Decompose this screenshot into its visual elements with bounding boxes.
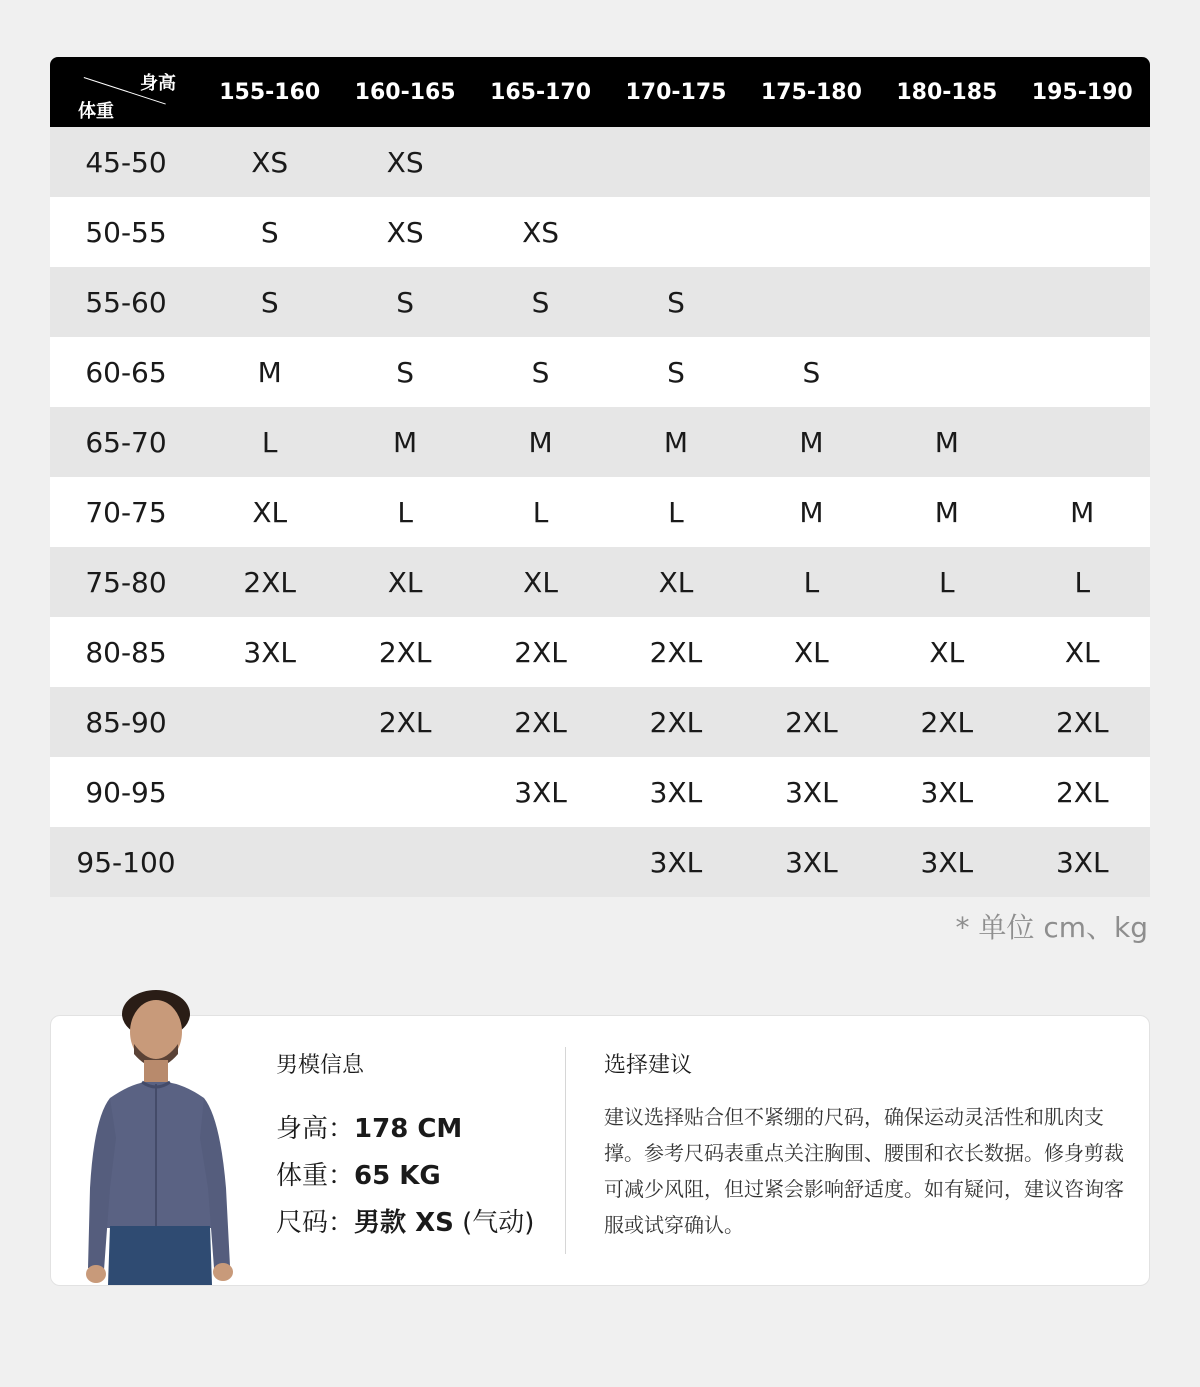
model-weight-value: 65 KG	[354, 1161, 441, 1191]
size-cell: 2XL	[337, 617, 472, 687]
weight-axis-label: 体重	[78, 101, 114, 122]
weight-range-cell: 80-85	[50, 617, 202, 687]
weight-range-cell: 65-70	[50, 407, 202, 477]
height-header: 180-185	[879, 57, 1014, 127]
size-cell	[608, 197, 743, 267]
size-cell: 2XL	[608, 617, 743, 687]
size-cell	[1015, 127, 1150, 197]
size-cell	[337, 757, 472, 827]
weight-range-cell: 75-80	[50, 547, 202, 617]
size-cell: L	[744, 547, 879, 617]
unit-note: * 单位 cm、kg	[955, 911, 1148, 944]
size-cell: S	[202, 197, 337, 267]
size-cell: S	[608, 337, 743, 407]
table-body	[50, 127, 1150, 897]
model-size-note: (气动)	[453, 1208, 535, 1238]
size-cell: S	[337, 267, 472, 337]
size-cell: S	[337, 337, 472, 407]
size-cell	[744, 127, 879, 197]
size-cell: 2XL	[744, 687, 879, 757]
height-header: 160-165	[337, 57, 472, 127]
size-cell: 2XL	[473, 617, 608, 687]
model-info-title: 男模信息	[276, 1053, 365, 1078]
size-cell: M	[1015, 477, 1150, 547]
size-cell: S	[473, 267, 608, 337]
size-cell: L	[608, 477, 743, 547]
size-cell: 3XL	[608, 827, 743, 897]
size-cell: 3XL	[744, 827, 879, 897]
size-cell: XS	[202, 127, 337, 197]
weight-range-cell: 95-100	[50, 827, 202, 897]
size-cell: S	[473, 337, 608, 407]
height-header: 155-160	[202, 57, 337, 127]
size-cell: 3XL	[608, 757, 743, 827]
size-cell	[879, 267, 1014, 337]
size-cell: XS	[337, 127, 472, 197]
size-cell: 2XL	[1015, 687, 1150, 757]
advice-title: 选择建议	[604, 1053, 693, 1078]
table-row	[50, 687, 1150, 757]
size-cell	[337, 827, 472, 897]
size-cell: XL	[608, 547, 743, 617]
size-cell: XS	[337, 197, 472, 267]
size-cell: M	[202, 337, 337, 407]
weight-range-cell: 85-90	[50, 687, 202, 757]
size-cell: M	[879, 477, 1014, 547]
size-cell	[879, 337, 1014, 407]
height-header: 195-190	[1015, 57, 1150, 127]
size-cell: 3XL	[1015, 827, 1150, 897]
size-cell: XL	[202, 477, 337, 547]
size-chart-table	[50, 57, 1150, 897]
size-cell: M	[744, 477, 879, 547]
size-cell: 2XL	[879, 687, 1014, 757]
size-cell	[608, 127, 743, 197]
size-cell	[473, 127, 608, 197]
header-row	[50, 57, 1150, 127]
weight-range-cell: 55-60	[50, 267, 202, 337]
size-cell: XL	[744, 617, 879, 687]
height-header: 165-170	[473, 57, 608, 127]
weight-range-cell: 45-50	[50, 127, 202, 197]
model-weight	[276, 1155, 441, 1192]
model-photo	[80, 988, 240, 1285]
size-cell: S	[744, 337, 879, 407]
size-cell: 2XL	[608, 687, 743, 757]
table-row	[50, 267, 1150, 337]
model-size-label: 尺码：	[276, 1208, 355, 1238]
table-row	[50, 407, 1150, 477]
size-cell: 2XL	[473, 687, 608, 757]
size-cell: XL	[473, 547, 608, 617]
size-cell: XS	[473, 197, 608, 267]
size-cell: S	[608, 267, 743, 337]
size-cell	[202, 687, 337, 757]
size-cell: L	[1015, 547, 1150, 617]
size-cell	[744, 267, 879, 337]
size-cell	[744, 197, 879, 267]
height-header: 170-175	[608, 57, 743, 127]
weight-range-cell: 90-95	[50, 757, 202, 827]
size-cell: M	[473, 407, 608, 477]
size-cell	[879, 197, 1014, 267]
height-axis-label: 身高	[140, 73, 176, 94]
table-row	[50, 337, 1150, 407]
size-cell: XL	[879, 617, 1014, 687]
size-cell	[202, 827, 337, 897]
size-cell: 2XL	[337, 687, 472, 757]
size-cell: 2XL	[202, 547, 337, 617]
size-cell: L	[202, 407, 337, 477]
size-cell: 3XL	[202, 617, 337, 687]
corner-cell	[50, 57, 202, 127]
table-row	[50, 827, 1150, 897]
height-header: 175-180	[744, 57, 879, 127]
size-cell: S	[202, 267, 337, 337]
size-cell	[202, 757, 337, 827]
size-cell: L	[473, 477, 608, 547]
table-row	[50, 127, 1150, 197]
advice-text: 建议选择贴合但不紧绷的尺码，确保运动灵活性和肌肉支撑。参考尺码表重点关注胸围、腰围和衣长数据。修身剪裁可减少风阻，但过紧会影响舒适度。如有疑问，建议咨询客服或试穿确认。	[604, 1105, 1124, 1237]
size-cell: 3XL	[473, 757, 608, 827]
size-cell: XL	[337, 547, 472, 617]
size-cell: M	[879, 407, 1014, 477]
size-cell	[473, 827, 608, 897]
size-cell	[1015, 267, 1150, 337]
size-cell: 3XL	[744, 757, 879, 827]
weight-range-cell: 50-55	[50, 197, 202, 267]
table-row	[50, 617, 1150, 687]
table-row	[50, 197, 1150, 267]
model-height-label: 身高：	[276, 1114, 355, 1144]
size-cell: 3XL	[879, 827, 1014, 897]
model-weight-label: 体重：	[276, 1161, 355, 1191]
weight-range-cell: 60-65	[50, 337, 202, 407]
size-cell: 2XL	[1015, 757, 1150, 827]
size-cell	[1015, 197, 1150, 267]
table-row	[50, 757, 1150, 827]
size-cell: M	[608, 407, 743, 477]
size-cell	[879, 127, 1014, 197]
table-row	[50, 477, 1150, 547]
model-height	[276, 1108, 462, 1145]
card-divider	[565, 1047, 566, 1254]
model-size	[276, 1202, 534, 1239]
table-row	[50, 547, 1150, 617]
size-cell: XL	[1015, 617, 1150, 687]
size-cell: M	[337, 407, 472, 477]
weight-range-cell: 70-75	[50, 477, 202, 547]
size-cell: L	[879, 547, 1014, 617]
size-cell	[1015, 407, 1150, 477]
model-height-value: 178 CM	[354, 1114, 463, 1144]
model-size-value: 男款 XS	[354, 1208, 454, 1238]
size-cell	[1015, 337, 1150, 407]
size-cell: L	[337, 477, 472, 547]
size-cell: 3XL	[879, 757, 1014, 827]
size-cell: M	[744, 407, 879, 477]
